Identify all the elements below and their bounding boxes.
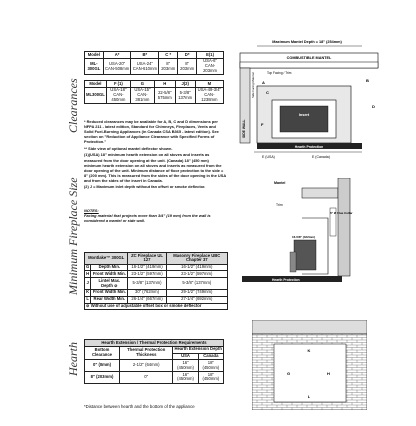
- facing-notes: [84, 208, 224, 225]
- brick-fireplace-diagram: [252, 320, 367, 410]
- table-cell: K: [86, 289, 90, 295]
- table-cell: 16" (450mm): [173, 360, 198, 372]
- clearance-table-2: [84, 80, 224, 104]
- table-header: D*: [178, 52, 197, 59]
- note-paragraph: (2) J = Maximum inlet depth without fan offset or smoke deflector.: [84, 184, 206, 190]
- table-row: [85, 271, 228, 278]
- table-cell: 18" (450mm): [198, 360, 223, 372]
- table-cell: 5-3/8" 137mm: [175, 87, 195, 103]
- table-header: Bottom Clearance: [85, 346, 120, 360]
- table-header: M: [195, 81, 223, 88]
- min-size-table: [84, 252, 228, 310]
- table-header: ZC Fireplace UL 127: [128, 253, 166, 265]
- table-header: J(2): [175, 81, 195, 88]
- table-header: USA: [173, 353, 198, 360]
- table-cell: 16-1/2" (419mm): [128, 264, 166, 271]
- table-cell: 16" (450mm): [173, 372, 198, 384]
- dim-letter: C: [266, 90, 269, 95]
- table-header: A*: [103, 52, 131, 59]
- table-cell: USA-24" CAN-610mm: [131, 58, 159, 74]
- max-depth-label: Maximum Mantel Depth = 18" (254mm): [272, 40, 342, 44]
- table-row: [85, 278, 228, 290]
- table-header: F (1): [106, 81, 130, 88]
- table-header: Model: [85, 81, 107, 88]
- mantel-label: Mantel: [274, 181, 286, 185]
- dim-letter: K: [307, 348, 311, 353]
- table-header: G: [130, 81, 154, 88]
- dim-letter: D: [372, 104, 375, 109]
- notes-text: Facing material that projects more than 3/4" (19 mm) from the wall is considered a mantel or side wall.: [84, 213, 211, 224]
- table-header: H: [154, 81, 175, 88]
- table-header: Montlake™ 300GL: [85, 253, 128, 265]
- dim-letter: L: [307, 394, 311, 399]
- notes-title: NOTES:: [84, 208, 99, 213]
- dim-letter: F: [261, 122, 264, 127]
- table-cell: 23-1/2" (597mm): [166, 271, 227, 278]
- clearance-notes: [84, 119, 226, 191]
- table-header: Hearth Extension Depth: [174, 346, 222, 352]
- dim-letter: B: [366, 78, 369, 83]
- table-header: B*: [131, 52, 159, 59]
- table-cell: 23-1/2" (597mm): [128, 271, 166, 278]
- combustible-label: COMBUSTIBLE MANTEL: [286, 56, 332, 60]
- table-cell: L: [86, 296, 89, 302]
- footnote-text: Without use of adjustable offset box or smoke deflector: [90, 303, 202, 309]
- table-row: [85, 58, 224, 74]
- table-cell: Lintel Max. Depth ⊘: [91, 278, 128, 290]
- side-section-diagram: [232, 178, 382, 298]
- table-row: [85, 360, 224, 372]
- table-cell: 0" (0mm): [85, 360, 120, 372]
- dim-letter: G: [287, 371, 291, 376]
- table-cell: Depth Min.: [91, 264, 128, 271]
- table-row: [85, 289, 228, 296]
- top-facing-label: Top Facing / Trim: [267, 71, 292, 75]
- table-title: Hearth Extension / Thermal Protection Requirements: [85, 340, 224, 347]
- table-cell: 2-1/2" (64mm): [120, 360, 173, 372]
- table-cell: USA-49-3/4" CAN-1238mm: [195, 87, 223, 103]
- table-cell: Front Width Min.: [91, 289, 128, 296]
- table-cell: 30" (762mm): [128, 289, 166, 296]
- table-cell: 0": [120, 372, 173, 384]
- table-cell: USA-15" CAN-381mm: [130, 87, 154, 103]
- table-cell: Front Width Min.: [91, 271, 128, 278]
- table-row: [85, 372, 224, 384]
- table-cell: ML-300GL: [85, 58, 104, 74]
- table-cell: ML300GL: [85, 87, 107, 103]
- trim-label: Trim: [276, 203, 283, 207]
- table-header: E(1): [197, 52, 224, 59]
- table-cell: 22-5/8" 575mm: [154, 87, 175, 103]
- note-paragraph: ** Side view of optional mantel deflector shown.: [84, 145, 173, 151]
- table-cell: USA-20" CAN-508mm: [103, 58, 131, 74]
- note-paragraph: * Reduced clearances may be available for A, B, C and D dimensions per NFPA 211 - latest edition, Standard for Chimneys, Fireplaces, Vents and Solid Fuel-Burning Appliances (in Canada CSA B365 - latest edition). See section on "Reduction of Appliance Clearance with Specified Forms of Protection.": [84, 119, 219, 145]
- hearth-label: Hearth Protection: [294, 145, 324, 149]
- front-clearance-diagram: [232, 38, 382, 173]
- table-header: Masonry Fireplace UBC Chapter 37: [166, 253, 227, 265]
- insert-label: Insert: [298, 113, 310, 117]
- table-cell: 8" 203mm: [159, 58, 178, 74]
- table-cell: USA-6" CAN-203mm: [197, 58, 224, 74]
- table-cell: J: [85, 278, 91, 290]
- side-label-hearth: Hearth: [66, 342, 80, 376]
- table-row: [85, 296, 228, 303]
- table-header: Model: [85, 52, 104, 59]
- table-cell: 18" (450mm): [198, 372, 223, 384]
- side-label-clearances: Clearances: [66, 78, 80, 133]
- table-footnote: ⊘ Without use of adjustable offset box or smoke deflector: [85, 303, 228, 310]
- table-cell: H: [86, 270, 90, 276]
- side-wall-label: SIDE WALL: [242, 119, 246, 138]
- e-canada-label: E (Canada): [312, 155, 330, 159]
- dim-letter: H: [327, 371, 330, 376]
- table-cell: G: [86, 264, 90, 270]
- table-header: Canada: [198, 353, 223, 360]
- e-usa-label: E (USA): [262, 155, 275, 159]
- clearance-table-1: [84, 51, 224, 75]
- table-header: C *: [159, 52, 178, 59]
- footer-note: *Distance between hearth and the bottom of the appliance: [84, 404, 195, 409]
- side-label-min-size: Minimum Fireplace Size: [66, 177, 80, 295]
- table-cell: 5-3/8" (137mm): [166, 278, 227, 290]
- table-cell: 29-1/2" (749mm): [166, 289, 227, 296]
- dim-label: 16-5/8" (422mm): [292, 235, 316, 239]
- table-cell: 5-3/8" (137mm): [128, 278, 166, 290]
- table-cell: 27-1/4" (692mm): [166, 296, 227, 303]
- table-cell: 16-1/2" (419mm): [166, 264, 227, 271]
- table-cell: 26-1/4" (667mm): [128, 296, 166, 303]
- dim-letter: A: [262, 80, 265, 85]
- table-row: [85, 264, 228, 271]
- note-paragraph: (1)(USA) 18" minimum hearth extension on all stoves and inserts as measured from the door opening at the unit. (Canada) 18" (450 mm) minimum hearth extension on all stoves and inserts as measured from the door opening of the unit. Minimum distance of floor protection to the side = 8" (200 mm). This is measured from the sides of the door opening in the USA and from the sides of the insert in Canada.: [84, 152, 227, 183]
- table-header: Thermal Protection Thickness: [120, 346, 173, 360]
- table-cell: USA-18" CAN-450mm: [106, 87, 130, 103]
- side-facing-label: Side Facing Material: [251, 72, 255, 98]
- hearth-label: Hearth Protection: [272, 278, 300, 282]
- flue-label: 6" Ø Flue Collar: [330, 211, 353, 215]
- table-cell: 8" 203mm: [178, 58, 197, 74]
- table-cell: 8" (203mm): [85, 372, 120, 384]
- table-cell: Rear Width Min.: [91, 296, 128, 303]
- table-row: [85, 87, 224, 103]
- hearth-table: [84, 339, 224, 384]
- lintel-label: Lintel Max. Depth: [98, 277, 121, 288]
